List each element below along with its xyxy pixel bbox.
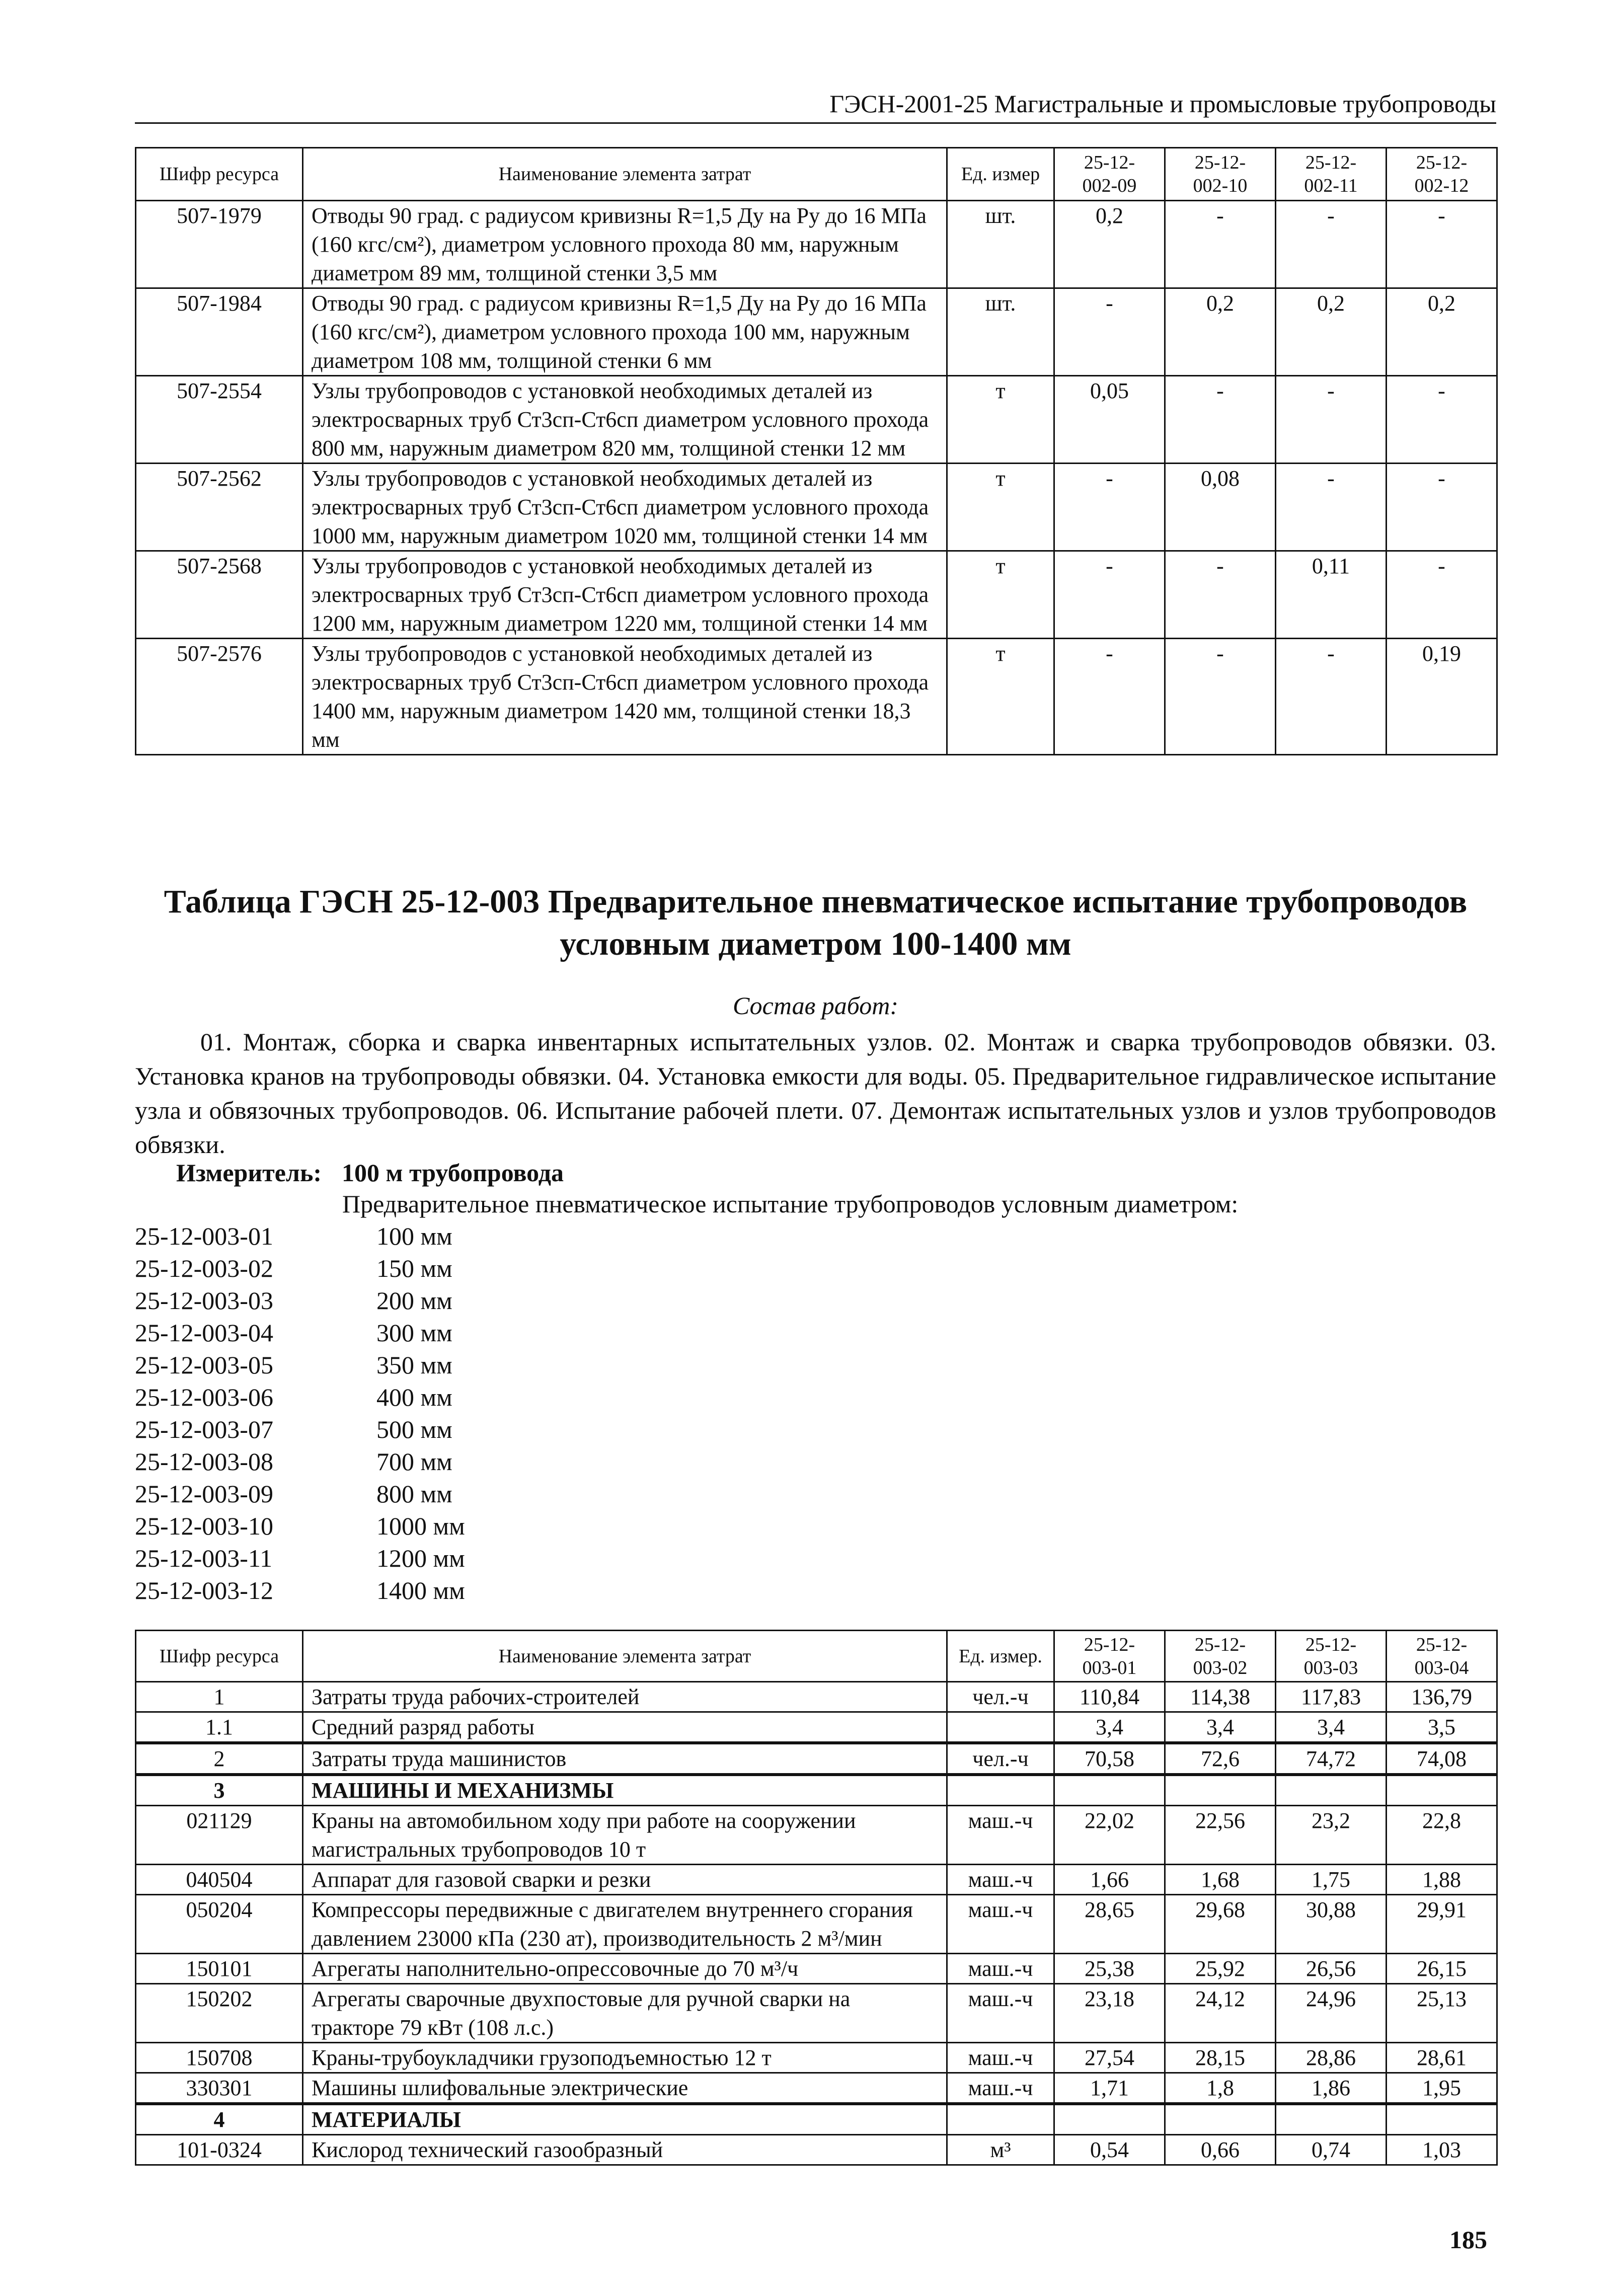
value-cell	[1387, 2104, 1497, 2135]
value-cell: 0,11	[1276, 551, 1387, 639]
value-cell: -	[1165, 639, 1276, 755]
unit-cell: м³	[947, 2135, 1054, 2165]
name-cell: Агрегаты наполнительно-опрессовочные до 70 м³/ч	[303, 1954, 947, 1984]
value-cell	[1054, 2104, 1165, 2135]
value-cell: -	[1165, 376, 1276, 464]
code-cell: 150101	[136, 1954, 303, 1984]
value-cell: -	[1054, 288, 1165, 376]
code-cell: 1.1	[136, 1712, 303, 1743]
value-cell: 28,86	[1276, 2043, 1387, 2073]
name-cell: Узлы трубопроводов с установкой необходимых деталей из электросварных труб Ст3сп-Ст6сп диаметром условного прохода 1000 мм, наружным диаметром 1020 мм, толщиной стенки 14 мм	[303, 464, 947, 551]
column-header: 25-12- 003-01	[1054, 1631, 1165, 1682]
value-cell: 29,91	[1387, 1895, 1497, 1954]
value-cell: -	[1276, 376, 1387, 464]
variant-diameter: 1000 мм	[376, 1512, 465, 1540]
variant-code: 25-12-003-04	[135, 1319, 273, 1347]
running-title: ГЭСН-2001-25 Магистральные и промысловые трубопроводы	[829, 90, 1496, 118]
code-cell: 4	[136, 2104, 303, 2135]
name-cell: Отводы 90 град. с радиусом кривизны R=1,5 Ду на Ру до 16 МПа (160 кгс/см²), диаметром условного прохода 100 мм, наружным диаметром 108 мм, толщиной стенки 6 мм	[303, 288, 947, 376]
variant-row	[135, 1349, 465, 1381]
name-cell: Средний разряд работы	[303, 1712, 947, 1743]
variant-row	[135, 1510, 465, 1542]
unit-cell: маш.-ч	[947, 1984, 1054, 2043]
variant-code: 25-12-003-06	[135, 1383, 273, 1411]
meter-line	[176, 1158, 564, 1188]
unit-cell: шт.	[947, 201, 1054, 288]
value-cell	[1387, 1775, 1497, 1806]
name-cell: Машины шлифовальные электрические	[303, 2073, 947, 2104]
name-cell: Краны-трубоукладчики грузоподъемностью 12 т	[303, 2043, 947, 2073]
table-row	[136, 1775, 1497, 1806]
value-cell	[1276, 2104, 1387, 2135]
value-cell: 1,03	[1387, 2135, 1497, 2165]
value-cell: 1,95	[1387, 2073, 1497, 2104]
value-cell	[1165, 1775, 1276, 1806]
value-cell: 1,71	[1054, 2073, 1165, 2104]
value-cell: 0,2	[1276, 288, 1387, 376]
table-row	[136, 1984, 1497, 2043]
variants-heading: Предварительное пневматическое испытание трубопроводов условным диаметром:	[342, 1190, 1239, 1218]
value-cell: 1,66	[1054, 1865, 1165, 1895]
variant-diameter: 300 мм	[376, 1319, 452, 1347]
value-cell: 74,72	[1276, 1743, 1387, 1775]
variant-diameter: 1200 мм	[376, 1544, 465, 1572]
value-cell	[1165, 2104, 1276, 2135]
variant-diameter: 500 мм	[376, 1415, 452, 1443]
value-cell: 136,79	[1387, 1682, 1497, 1712]
table-row	[136, 1712, 1497, 1743]
variant-row	[135, 1542, 465, 1574]
value-cell: 0,54	[1054, 2135, 1165, 2165]
value-cell: 28,65	[1054, 1895, 1165, 1954]
code-cell: 3	[136, 1775, 303, 1806]
column-header: Ед. измер	[947, 148, 1054, 201]
column-header: Шифр ресурса	[136, 1631, 303, 1682]
value-cell: 0,2	[1387, 288, 1497, 376]
name-cell: Агрегаты сварочные двухпостовые для ручной сварки на тракторе 79 кВт (108 л.с.)	[303, 1984, 947, 2043]
value-cell: 72,6	[1165, 1743, 1276, 1775]
value-cell: -	[1054, 551, 1165, 639]
value-cell: 0,66	[1165, 2135, 1276, 2165]
value-cell: 23,18	[1054, 1984, 1165, 2043]
table-row	[136, 1895, 1497, 1954]
column-header: 25-12- 003-02	[1165, 1631, 1276, 1682]
column-header: Шифр ресурса	[136, 148, 303, 201]
table-row	[136, 201, 1497, 288]
value-cell: -	[1165, 551, 1276, 639]
variant-diameter: 400 мм	[376, 1383, 452, 1411]
table-row	[136, 1743, 1497, 1775]
variant-code: 25-12-003-11	[135, 1544, 273, 1572]
value-cell: 24,96	[1276, 1984, 1387, 2043]
work-composition-text: 01. Монтаж, сборка и сварка инвентарных испытательных узлов. 02. Монтаж и сварка трубопроводов обвязки. 03. Установка кранов на трубопроводы обвязки. 04. Установка емкости для воды. 05. Предварительное гидравлическое испытание узла и обвязочных трубопроводов. 06. Испытание рабочей плети. 07. Демонтаж испытательных узлов и узлов трубопроводов обвязки.	[135, 1028, 1496, 1159]
value-cell: 0,08	[1165, 464, 1276, 551]
variant-diameter: 100 мм	[376, 1222, 452, 1250]
table-row	[136, 2104, 1497, 2135]
column-header: Ед. измер.	[947, 1631, 1054, 1682]
code-cell: 330301	[136, 2073, 303, 2104]
value-cell: 3,5	[1387, 1712, 1497, 1743]
unit-cell: т	[947, 551, 1054, 639]
value-cell: 22,8	[1387, 1806, 1497, 1865]
value-cell: 1,88	[1387, 1865, 1497, 1895]
unit-cell: маш.-ч	[947, 2073, 1054, 2104]
code-cell: 1	[136, 1682, 303, 1712]
code-cell: 101-0324	[136, 2135, 303, 2165]
value-cell: 3,4	[1165, 1712, 1276, 1743]
variant-row	[135, 1445, 465, 1478]
meter-value: 100 м трубопровода	[342, 1159, 564, 1187]
value-cell: 27,54	[1054, 2043, 1165, 2073]
value-cell: 3,4	[1276, 1712, 1387, 1743]
table-row	[136, 2043, 1497, 2073]
code-cell: 507-1984	[136, 288, 303, 376]
column-header: 25-12- 002-10	[1165, 148, 1276, 201]
code-cell: 507-2562	[136, 464, 303, 551]
value-cell: 30,88	[1276, 1895, 1387, 1954]
table-row	[136, 1954, 1497, 1984]
column-header: Наименование элемента затрат	[303, 1631, 947, 1682]
variant-diameter: 350 мм	[376, 1351, 452, 1379]
value-cell: 0,2	[1165, 288, 1276, 376]
unit-cell: маш.-ч	[947, 1895, 1054, 1954]
resource-table-003	[135, 1630, 1498, 2166]
variant-row	[135, 1252, 465, 1284]
value-cell: -	[1387, 551, 1497, 639]
name-cell: Отводы 90 град. с радиусом кривизны R=1,5 Ду на Ру до 16 МПа (160 кгс/см²), диаметром условного прохода 80 мм, наружным диаметром 89 мм, толщиной стенки 3,5 мм	[303, 201, 947, 288]
variant-code: 25-12-003-01	[135, 1222, 273, 1250]
meter-label: Измеритель:	[176, 1159, 322, 1187]
variant-code: 25-12-003-12	[135, 1576, 273, 1604]
variant-row	[135, 1381, 465, 1413]
value-cell: -	[1276, 639, 1387, 755]
variant-code: 25-12-003-05	[135, 1351, 273, 1379]
column-header: 25-12- 002-12	[1387, 148, 1497, 201]
unit-cell	[947, 1775, 1054, 1806]
value-cell: 1,68	[1165, 1865, 1276, 1895]
name-cell: Затраты труда машинистов	[303, 1743, 947, 1775]
value-cell: 24,12	[1165, 1984, 1276, 2043]
unit-cell: чел.-ч	[947, 1743, 1054, 1775]
unit-cell	[947, 1712, 1054, 1743]
code-cell: 2	[136, 1743, 303, 1775]
unit-cell: маш.-ч	[947, 2043, 1054, 2073]
unit-cell: маш.-ч	[947, 1865, 1054, 1895]
name-cell: Узлы трубопроводов с установкой необходимых деталей из электросварных труб Ст3сп-Ст6сп диаметром условного прохода 800 мм, наружным диаметром 820 мм, толщиной стенки 12 мм	[303, 376, 947, 464]
value-cell: -	[1054, 639, 1165, 755]
variant-diameter: 1400 мм	[376, 1576, 465, 1604]
variant-row	[135, 1574, 465, 1606]
variant-diameter: 200 мм	[376, 1286, 452, 1315]
value-cell: 110,84	[1054, 1682, 1165, 1712]
name-cell: Аппарат для газовой сварки и резки	[303, 1865, 947, 1895]
column-header: 25-12- 003-04	[1387, 1631, 1497, 1682]
value-cell: 1,8	[1165, 2073, 1276, 2104]
variant-row	[135, 1413, 465, 1445]
code-cell: 507-1979	[136, 201, 303, 288]
column-header: Наименование элемента затрат	[303, 148, 947, 201]
table-row	[136, 2073, 1497, 2104]
table-row	[136, 551, 1497, 639]
value-cell: 0,05	[1054, 376, 1165, 464]
value-cell: 28,61	[1387, 2043, 1497, 2073]
unit-cell: т	[947, 639, 1054, 755]
name-cell: Кислород технический газообразный	[303, 2135, 947, 2165]
value-cell: 70,58	[1054, 1743, 1165, 1775]
code-cell: 507-2554	[136, 376, 303, 464]
table-row	[136, 1806, 1497, 1865]
variant-diameter: 150 мм	[376, 1254, 452, 1282]
table-row	[136, 464, 1497, 551]
column-header: 25-12- 003-03	[1276, 1631, 1387, 1682]
code-cell: 150708	[136, 2043, 303, 2073]
variant-row	[135, 1317, 465, 1349]
value-cell	[1054, 1775, 1165, 1806]
unit-cell: шт.	[947, 288, 1054, 376]
table-row	[136, 376, 1497, 464]
value-cell: -	[1054, 464, 1165, 551]
variant-code: 25-12-003-07	[135, 1415, 273, 1443]
value-cell: 1,86	[1276, 2073, 1387, 2104]
name-cell: Затраты труда рабочих-строителей	[303, 1682, 947, 1712]
code-cell: 507-2576	[136, 639, 303, 755]
name-cell: Узлы трубопроводов с установкой необходимых деталей из электросварных труб Ст3сп-Ст6сп диаметром условного прохода 1200 мм, наружным диаметром 1220 мм, толщиной стенки 14 мм	[303, 551, 947, 639]
variant-diameter: 800 мм	[376, 1480, 452, 1508]
value-cell: 1,75	[1276, 1865, 1387, 1895]
unit-cell: маш.-ч	[947, 1954, 1054, 1984]
name-cell: МАТЕРИАЛЫ	[303, 2104, 947, 2135]
value-cell: -	[1276, 464, 1387, 551]
value-cell: 25,13	[1387, 1984, 1497, 2043]
unit-cell	[947, 2104, 1054, 2135]
variant-code: 25-12-003-10	[135, 1512, 273, 1540]
value-cell: 0,19	[1387, 639, 1497, 755]
value-cell	[1276, 1775, 1387, 1806]
code-cell: 507-2568	[136, 551, 303, 639]
value-cell: -	[1387, 376, 1497, 464]
value-cell: 29,68	[1165, 1895, 1276, 1954]
value-cell: -	[1387, 464, 1497, 551]
variant-diameter: 700 мм	[376, 1447, 452, 1476]
variant-row	[135, 1220, 465, 1252]
unit-cell: маш.-ч	[947, 1806, 1054, 1865]
variants-list	[135, 1220, 465, 1606]
column-header: 25-12- 002-11	[1276, 148, 1387, 201]
value-cell: 0,74	[1276, 2135, 1387, 2165]
value-cell: 26,15	[1387, 1954, 1497, 1984]
unit-cell: чел.-ч	[947, 1682, 1054, 1712]
code-cell: 040504	[136, 1865, 303, 1895]
table-row	[136, 2135, 1497, 2165]
variant-row	[135, 1284, 465, 1317]
table-header-row	[136, 148, 1497, 201]
work-composition-title: Состав работ:	[732, 991, 899, 1020]
value-cell: 22,56	[1165, 1806, 1276, 1865]
table-row	[136, 288, 1497, 376]
value-cell: 23,2	[1276, 1806, 1387, 1865]
column-header: 25-12- 002-09	[1054, 148, 1165, 201]
table-row	[136, 1682, 1497, 1712]
code-cell: 021129	[136, 1806, 303, 1865]
value-cell: 25,92	[1165, 1954, 1276, 1984]
table-row	[136, 639, 1497, 755]
value-cell: 28,15	[1165, 2043, 1276, 2073]
code-cell: 150202	[136, 1984, 303, 2043]
value-cell: 0,2	[1054, 201, 1165, 288]
resource-table-002	[135, 147, 1498, 755]
variant-row	[135, 1478, 465, 1510]
value-cell: -	[1387, 201, 1497, 288]
value-cell: 74,08	[1387, 1743, 1497, 1775]
variant-code: 25-12-003-09	[135, 1480, 273, 1508]
value-cell: 114,38	[1165, 1682, 1276, 1712]
name-cell: Компрессоры передвижные с двигателем внутреннего сгорания давлением 23000 кПа (230 ат), производительность 2 м³/мин	[303, 1895, 947, 1954]
value-cell: 117,83	[1276, 1682, 1387, 1712]
value-cell: 22,02	[1054, 1806, 1165, 1865]
table-section-title: Таблица ГЭСН 25-12-003 Предварительное пневматическое испытание трубопроводов условным диаметром 100-1400 мм	[164, 883, 1468, 962]
name-cell: Краны на автомобильном ходу при работе на сооружении магистральных трубопроводов 10 т	[303, 1806, 947, 1865]
variant-code: 25-12-003-08	[135, 1447, 273, 1476]
table-row	[136, 1865, 1497, 1895]
variant-code: 25-12-003-02	[135, 1254, 273, 1282]
variant-code: 25-12-003-03	[135, 1286, 273, 1315]
unit-cell: т	[947, 376, 1054, 464]
value-cell: 25,38	[1054, 1954, 1165, 1984]
name-cell: МАШИНЫ И МЕХАНИЗМЫ	[303, 1775, 947, 1806]
table-header-row	[136, 1631, 1497, 1682]
page-number: 185	[1449, 2226, 1487, 2254]
value-cell: 3,4	[1054, 1712, 1165, 1743]
value-cell: -	[1165, 201, 1276, 288]
code-cell: 050204	[136, 1895, 303, 1954]
running-header	[135, 89, 1496, 124]
value-cell: 26,56	[1276, 1954, 1387, 1984]
value-cell: -	[1276, 201, 1387, 288]
name-cell: Узлы трубопроводов с установкой необходимых деталей из электросварных труб Ст3сп-Ст6сп диаметром условного прохода 1400 мм, наружным диаметром 1420 мм, толщиной стенки 18,3 мм	[303, 639, 947, 755]
unit-cell: т	[947, 464, 1054, 551]
